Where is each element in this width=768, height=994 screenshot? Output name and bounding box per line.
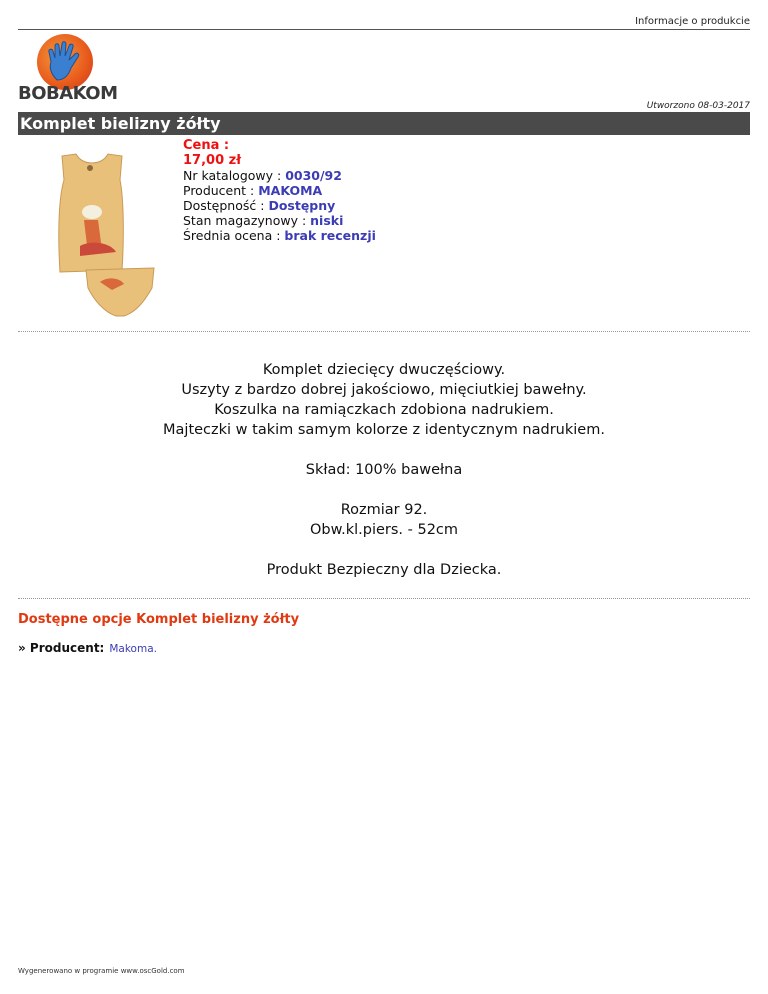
chest-text: Obw.kl.piers. - 52cm: [309, 522, 459, 538]
hand-logo-icon: [37, 34, 93, 90]
logo-text: BOBAKOM: [18, 83, 118, 104]
catalog-number: 0030/92: [285, 168, 342, 183]
option-producer: [18, 641, 157, 655]
product-info: [183, 138, 376, 243]
product-title: Komplet bielizny żółty: [20, 114, 221, 133]
size-text: Rozmiar 92.: [340, 502, 428, 518]
price-value: 17,00 zł: [183, 153, 242, 168]
product-description: Komplet dziecięcy dwuczęściowy. Uszyty z bardzo dobrej jakościowo, mięciutkiej bawełny. Koszulka na ramiączkach zdobiona nadrukiem. Majteczki w takim samym kolorze z identycznym nadrukiem. Skład: 100% bawełna Rozmiar 92. Obw.kl.piers. - 52cm Produkt Bezpieczny dla Dziecka.: [18, 360, 750, 580]
rating-value: brak recenzji: [284, 228, 376, 243]
detail-row: Stan magazynowy : niski: [183, 213, 344, 228]
detail-row: Średnia ocena : brak recenzji: [183, 228, 376, 243]
option-label: » Producent:: [18, 641, 105, 655]
availability-value: Dostępny: [268, 198, 336, 213]
options-title: Dostępne opcje Komplet bielizny żółty: [18, 612, 300, 627]
detail-row: Nr katalogowy : 0030/92: [183, 168, 342, 183]
composition-text: Skład: 100% bawełna: [305, 462, 463, 478]
created-date: Utworzono 08-03-2017: [646, 101, 750, 111]
option-value: Makoma.: [109, 643, 157, 655]
footer-text: Wygenerowano w programie www.oscGold.com: [18, 967, 185, 975]
stock-value: niski: [310, 213, 344, 228]
divider: [18, 331, 750, 332]
producer-value: MAKOMA: [258, 183, 323, 198]
price-label: Cena :: [183, 138, 230, 153]
detail-row: Producent : MAKOMA: [183, 183, 323, 198]
product-title-bar: [18, 112, 750, 135]
safety-text: Produkt Bezpieczny dla Dziecka.: [266, 562, 502, 578]
divider: [18, 598, 750, 599]
header-divider: [18, 29, 750, 30]
product-image[interactable]: [40, 150, 170, 325]
page-header-label: Informacje o produkcie: [635, 16, 750, 27]
bobakom-logo[interactable]: [18, 34, 118, 104]
detail-row: Dostępność : Dostępny: [183, 198, 336, 213]
